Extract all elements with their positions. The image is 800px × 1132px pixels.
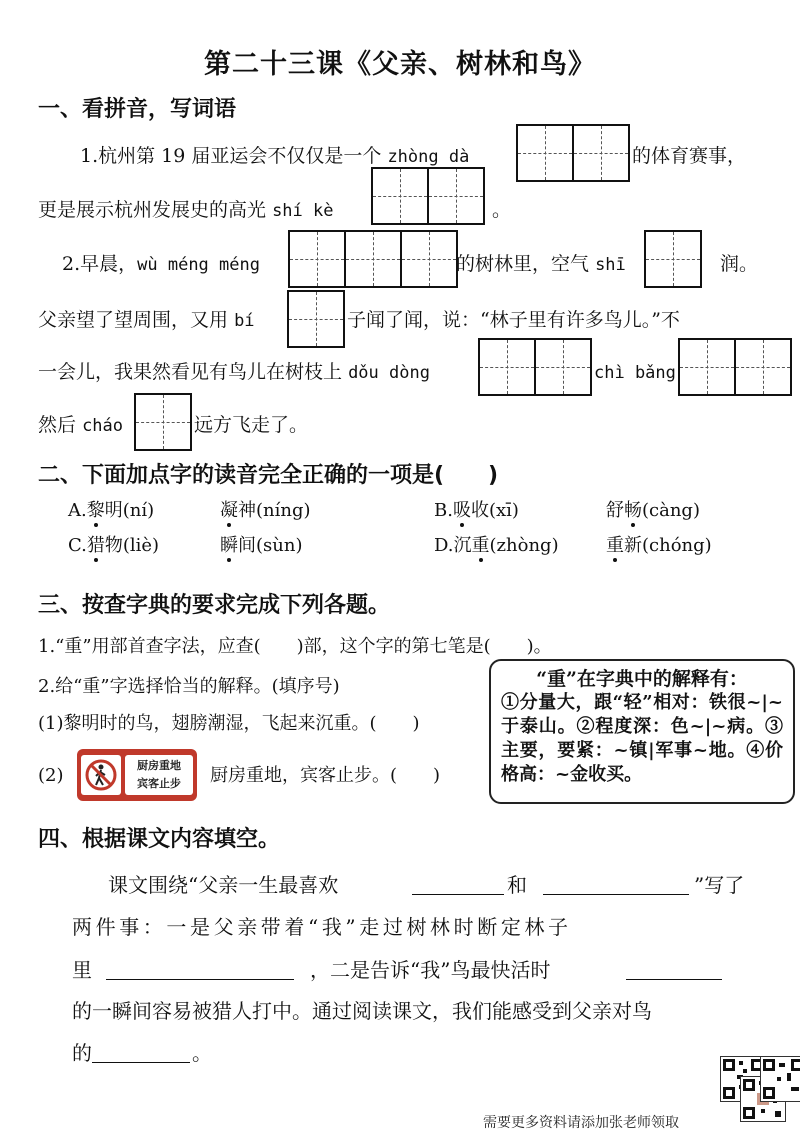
option-a-word2: 凝神(níng) xyxy=(220,500,311,521)
q3-item2: 2.给“重”字选择恰当的解释。(填序号) xyxy=(38,676,340,697)
q4-blank-5[interactable] xyxy=(92,1038,190,1063)
pinyin-wu-meng-meng: wù méng méng xyxy=(137,255,260,275)
sign-text: 厨房重地 宾客止步 xyxy=(125,755,193,795)
kitchen-sign-image xyxy=(77,749,197,801)
option-b[interactable]: B.吸收(xī) xyxy=(434,500,519,521)
writing-grid-chi-bang[interactable] xyxy=(678,338,792,396)
q3-item2-sub2: 厨房重地，宾客止步。( ) xyxy=(210,765,441,786)
qr-code-3 xyxy=(760,1056,800,1102)
no-entry-person-icon xyxy=(81,755,121,795)
pinyin-shi-ke: shí kè xyxy=(272,201,334,221)
dictionary-definition-box xyxy=(489,659,795,804)
q1-line6-tail: 远方飞走了。 xyxy=(194,414,309,436)
q4-line3-b: ，二是告诉“我”鸟最快活时 xyxy=(310,958,551,982)
writing-grid-wu-meng-meng[interactable] xyxy=(288,230,458,288)
q3-item2-sub1: (1)黎明时的鸟，翅膀潮湿，飞起来沉重。( ) xyxy=(38,713,420,734)
page-title: 第二十三课《父亲、树林和鸟》 xyxy=(204,49,596,80)
q4-blank-1[interactable] xyxy=(412,870,504,895)
q1-line3-mid: 的树林里，空气 shī xyxy=(456,253,626,275)
q1-line6-text: 然后 cháo xyxy=(38,414,124,436)
q1-line1-tail: 的体育赛事， xyxy=(632,145,747,167)
q4-blank-4[interactable] xyxy=(626,955,722,980)
writing-grid-chao[interactable] xyxy=(134,393,192,451)
q4-line1-c: ”写了 xyxy=(694,873,745,897)
q4-line1-b: 和 xyxy=(507,873,527,897)
writing-grid-dou-dong[interactable] xyxy=(478,338,592,396)
q4-line3-a: 里 xyxy=(72,958,92,982)
q4-line5-b: 。 xyxy=(192,1041,212,1065)
writing-grid-zhong-da[interactable] xyxy=(516,124,630,182)
option-c-word2: 瞬间(sùn) xyxy=(220,535,303,556)
option-a[interactable]: A.黎明(ní) xyxy=(68,500,155,521)
writing-grid-bi[interactable] xyxy=(287,290,345,348)
section-1-heading: 一、看拼音，写词语 xyxy=(38,97,237,122)
q4-blank-3[interactable] xyxy=(106,955,294,980)
writing-grid-shi[interactable] xyxy=(644,230,702,288)
q1-line1-text: 1.杭州第 19 届亚运会不仅仅是一个 zhòng dà xyxy=(80,145,470,167)
q1-line2-tail: 。 xyxy=(492,199,512,221)
section-3-heading: 三、按查字典的要求完成下列各题。 xyxy=(38,593,391,618)
option-b-word2: 舒畅(càng) xyxy=(606,500,700,521)
pinyin-dou-dong: dǒu dòng xyxy=(348,363,430,383)
q1-line2-text: 更是展示杭州发展史的高光 shí kè xyxy=(38,199,334,221)
dictionary-box-heading: “重”在字典中的解释有： xyxy=(536,668,748,690)
section-4-heading: 四、根据课文内容填空。 xyxy=(38,827,281,852)
writing-grid-shi-ke[interactable] xyxy=(371,167,485,225)
option-d[interactable]: D.沉重(zhòng) xyxy=(434,535,559,556)
pinyin-chao: cháo xyxy=(82,416,124,436)
q1-line5-text: 一会儿，我果然看见有鸟儿在树枝上 dǒu dòng xyxy=(38,361,430,383)
q1-line4-text: 父亲望了望周围，又用 bí xyxy=(38,309,255,331)
option-c[interactable]: C.猎物(liè) xyxy=(68,535,160,556)
q1-line4-tail: 子闻了闻，说：“林子里有许多鸟儿。”不 xyxy=(347,309,680,331)
q4-line4: 的一瞬间容易被猎人打中。通过阅读课文，我们能感受到父亲对鸟 xyxy=(72,999,652,1023)
q4-line5-a: 的 xyxy=(72,1041,92,1065)
pinyin-chi-bang: chì bǎng xyxy=(594,363,676,383)
q3-item1: 1.“重”用部首查字法，应查( )部，这个字的第七笔是( )。 xyxy=(38,636,552,657)
option-d-word2: 重新(chóng) xyxy=(606,535,712,556)
q1-line3-tail: 润。 xyxy=(720,253,759,275)
footer-note: 需要更多资料请添加张老师领取 xyxy=(483,1115,679,1131)
q4-line2: 两件事：一是父亲带着“我”走过树林时断定林子 xyxy=(72,915,572,939)
pinyin-zhong-da: zhòng dà xyxy=(387,147,470,167)
pinyin-shi: shī xyxy=(595,255,626,275)
pinyin-bi: bí xyxy=(234,311,255,331)
q1-line3-text: 2.早晨，wù méng méng xyxy=(62,253,260,275)
q3-item2-sub2-num: (2) xyxy=(38,765,64,786)
q4-line1-a: 课文围绕“父亲一生最喜欢 xyxy=(108,873,339,897)
q4-blank-2[interactable] xyxy=(543,870,689,895)
section-2-heading: 二、下面加点字的读音完全正确的一项是( ) xyxy=(38,463,499,488)
dictionary-box-body: ①分量大，跟“轻”相对：铁很~|~于泰山。②程度深：色~|~病。③主要，要紧：~镇|军事~地。④价格高：~金收买。 xyxy=(501,692,783,785)
